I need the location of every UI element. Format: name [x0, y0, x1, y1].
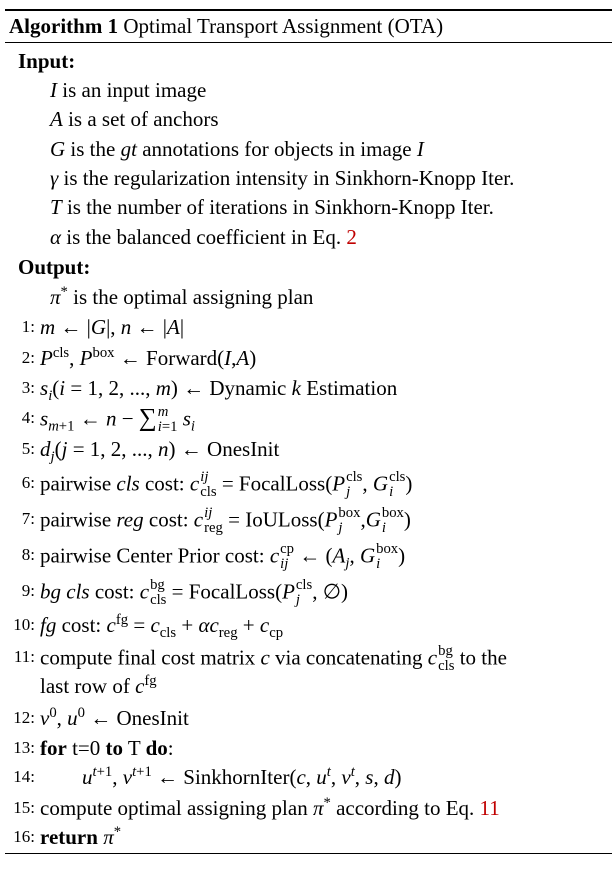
eq-2-link[interactable]: 2 [346, 225, 357, 249]
input-item-6: α is the balanced coefficient in Eq. 2 [50, 225, 357, 249]
input-item-4: γ is the regularization intensity in Sinkhorn-Knopp Iter. [50, 166, 515, 190]
input-item-3: G is the gt annotations for objects in image I [50, 137, 424, 161]
output-item: π* is the optimal assigning plan [50, 284, 314, 309]
algorithm-caption [9, 13, 443, 39]
input-item-2: A is a set of anchors [50, 107, 219, 131]
algorithm-label: Algorithm 1 [9, 14, 119, 38]
bottom-rule [5, 853, 612, 854]
output-heading: Output: [18, 255, 91, 279]
top-rule [5, 9, 612, 11]
input-heading: Input: [18, 49, 76, 73]
algorithm-title: Optimal Transport Assignment (OTA) [123, 14, 444, 38]
caption-rule [5, 42, 612, 43]
input-item-5: T is the number of iterations in Sinkhorn-Knopp Iter. [50, 195, 494, 219]
input-item-1: I is an input image [50, 78, 207, 102]
step-11-continued: last row of $c^{fg}$ [40, 673, 157, 698]
eq-11-link[interactable]: 11 [479, 796, 500, 820]
